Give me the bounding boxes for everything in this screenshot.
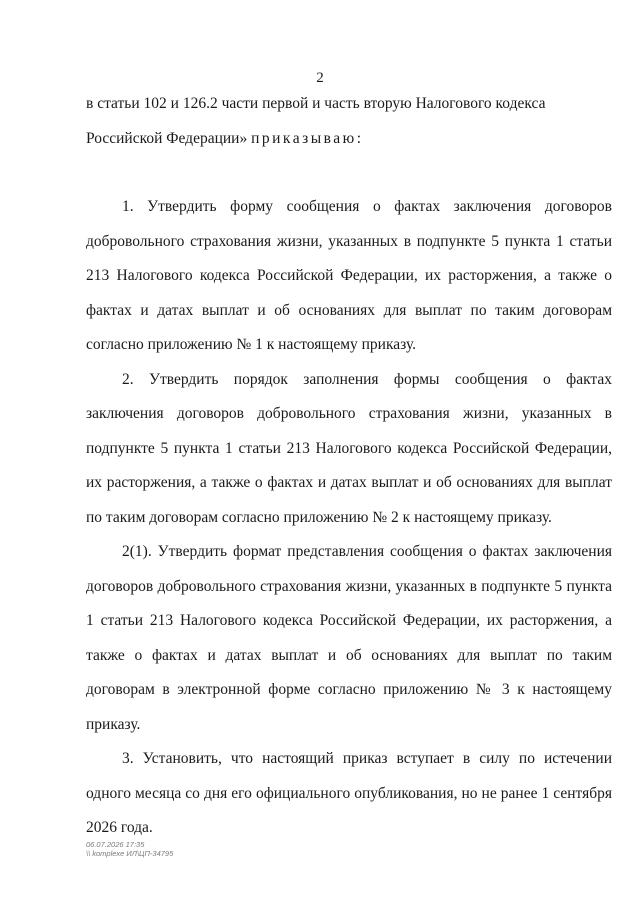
order-keyword: приказываю: (251, 129, 364, 147)
intro-line: в статьи 102 и 126.2 части первой и часть вторую Налогового кодекса (86, 95, 546, 112)
spacer (86, 156, 612, 190)
paragraph-2: 2. Утвердить порядок заполнения формы сообщения о фактах заключения договоров добровольного страхования жизни, указанных в подпункте 5 пункта 1 статьи 213 Налогового кодекса Российской Федерации, их расторжения, а также о фактах и датах выплат и об основаниях для выплат по таким договорам согласно приложению № 2 к настоящему приказу. (86, 370, 612, 526)
intro-text: Российской Федерации» (86, 129, 252, 147)
stamp-path: \\ komplexe ИЛ\ЦП-34795 (86, 849, 174, 858)
page-number: 2 (316, 70, 324, 86)
intro-line (86, 122, 612, 157)
stamp-date: 06.07.2026 17:35 (86, 840, 145, 849)
paragraph-3: 3. Установить, что настоящий приказ вступает в силу по истечении одного месяца со дня его официального опубликования, но не ранее 1 сентября 2026 года. (86, 750, 612, 836)
document-stamp (86, 840, 173, 858)
paragraph-1: 1. Утвердить форму сообщения о фактах заключения договоров добровольного страхования жизни, указанных в подпункте 5 пункта 1 статьи 213 Налогового кодекса Российской Федерации, их расторжения, а также о фактах и датах выплат и об основаниях для выплат по таким договорам согласно приложению № 1 к настоящему приказу. (86, 198, 612, 353)
paragraph-2-1: 2(1). Утвердить формат представления сообщения о фактах заключения договоров добровольного страхования жизни, указанных в подпункте 5 пункта 1 статьи 213 Налогового кодекса Российской Федерации, их расторжения, а также о фактах и датах выплат и об основаниях для выплат по таким договорам в электронной форме согласно приложению № 3 к настоящему приказу. (86, 543, 612, 733)
document-body (86, 87, 612, 846)
